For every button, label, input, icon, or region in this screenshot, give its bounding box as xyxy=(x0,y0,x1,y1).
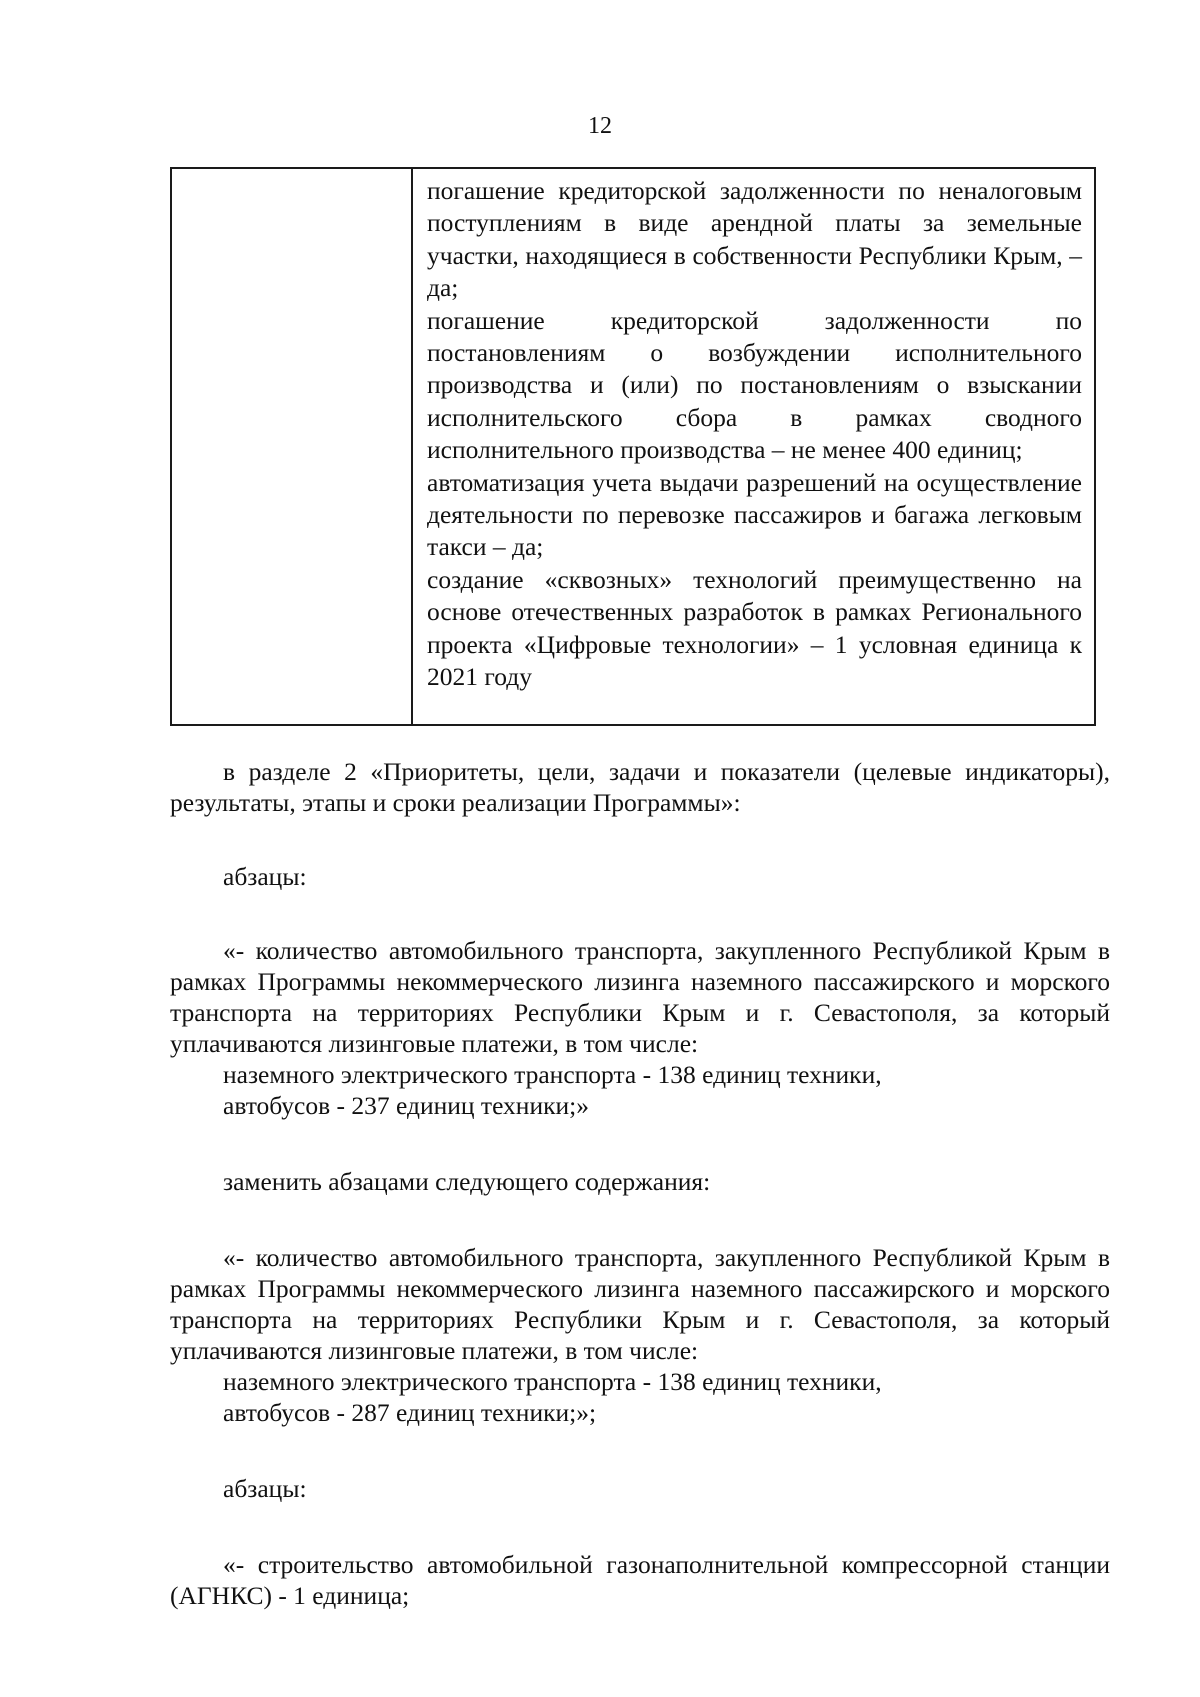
new-quote-main: «- количество автомобильного транспорта, закупленного Республикой Крым в рамках Программы некоммерческого лизинга наземного пассажирского и морского транспорта на территориях Республики Крым и г. Севастополя, за который уплачиваются лизинговые платежи, в том числе: xyxy=(170,1243,1110,1365)
table-paragraph: погашение кредиторской задолженности по постановлениям о возбуждении исполнительного производства и (или) по постановлениям о взыскании исполнительского сбора в рамках сводного исполнительного производства – не менее 400 единиц; xyxy=(427,305,1082,465)
table-right-cell xyxy=(413,169,1094,724)
table-paragraph: создание «сквозных» технологий преимущественно на основе отечественных разработок в рамках Регионального проекта «Цифровые технологии» – 1 условная единица к 2021 году xyxy=(427,564,1082,692)
new-quote-electric: наземного электрического транспорта - 138 единиц техники, xyxy=(223,1367,882,1396)
new-quote-buses: автобусов - 287 единиц техники;»; xyxy=(223,1398,597,1427)
page-number: 12 xyxy=(588,113,612,139)
old-quote-electric: наземного электрического транспорта - 138 единиц техники, xyxy=(223,1060,882,1089)
table-paragraph: погашение кредиторской задолженности по неналоговым поступлениям в виде арендной платы за земельные участки, находящиеся в собственности Республики Крым, – да; xyxy=(427,176,1082,303)
table-paragraph: автоматизация учета выдачи разрешений на осуществление деятельности по перевозке пассажиров и багажа легковым такси – да; xyxy=(427,467,1082,562)
paragraphs-heading: абзацы: xyxy=(223,862,307,891)
old-quote-main: «- количество автомобильного транспорта, закупленного Республикой Крым в рамках Программы некоммерческого лизинга наземного пассажирского и морского транспорта на территориях Республики Крым и г. Севастополя, за который уплачиваются лизинговые платежи, в том числе: xyxy=(170,936,1110,1058)
replace-instruction: заменить абзацами следующего содержания: xyxy=(223,1167,711,1196)
indicator-table xyxy=(170,167,1096,726)
agnks-quote: «- строительство автомобильной газонаполнительной компрессорной станции (АГНКС) - 1 единица; xyxy=(170,1550,1110,1610)
table-left-cell xyxy=(172,169,413,724)
document-body xyxy=(170,756,1110,1611)
paragraphs-heading-2: абзацы: xyxy=(223,1474,307,1503)
old-quote-buses: автобусов - 237 единиц техники;» xyxy=(223,1091,589,1120)
section-intro: в разделе 2 «Приоритеты, цели, задачи и показатели (целевые индикаторы), результаты, этапы и сроки реализации Программы»: xyxy=(170,757,1110,817)
